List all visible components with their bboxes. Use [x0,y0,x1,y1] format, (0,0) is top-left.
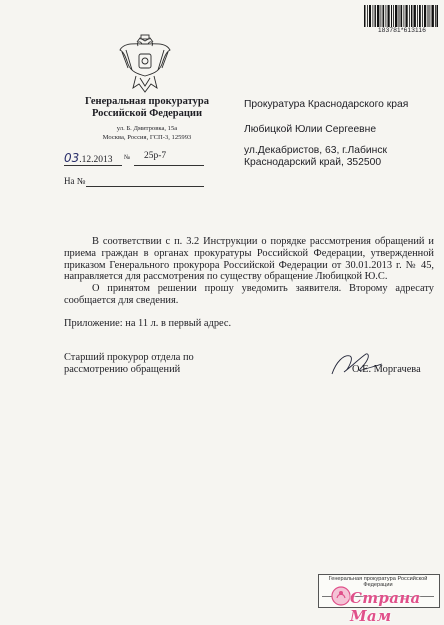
barcode-number: 183781*613116 [377,27,427,34]
recipient-name: Любицкой Юлии Сергеевне [244,124,377,135]
number-label: № [124,154,131,161]
coat-of-arms-icon [116,34,174,96]
letter-body [64,236,434,307]
reference-underline [86,186,204,187]
org-name-line2: Российской Федерации [91,108,203,119]
sender-address [70,124,224,142]
recipient-address-line2: Краснодарский край, 352500 [244,156,382,168]
watermark: Страна Мам [350,589,421,625]
watermark-logo-icon [330,585,352,607]
body-paragraph-2: О принятом решении прошу уведомить заявителя. Второму адресату сообщается для сведения. [64,283,434,306]
reference-label: На № [64,176,86,186]
outgoing-date [64,151,113,165]
date-printed: .12.2013 [79,155,113,165]
recipient-organization: Прокуратура Краснодарского края [244,99,409,110]
barcode-icon [364,5,438,27]
sender-organization [70,96,224,120]
attachment-note: Приложение: на 11 л. в первый адрес. [64,318,232,329]
number-underline [134,165,204,166]
recipient-address [244,145,434,168]
recipient-address-line1: ул.Декабристов, 63, г.Лабинск [244,145,387,156]
address-line1: ул. Б. Дмитровка, 15а [116,125,178,132]
org-name-line1: Генеральная прокуратура [85,96,209,107]
signatory-title: Старший прокурор отдела по рассмотрению обращений [64,352,194,375]
outgoing-number: 25р-7 [144,151,167,161]
date-underline [64,165,122,166]
stamp-text: Генеральная прокуратура Российской Федерации [328,576,428,588]
date-handwritten: 03 [64,151,80,165]
address-line2: Москва, Россия, ГСП-3, 125993 [102,134,192,141]
signatory-name: О.Е. Моргачева [352,364,421,375]
body-paragraph-1: В соответствии с п. 3.2 Инструкции о порядке рассмотрения обращений и приема граждан в органах прокуратуры Российской Федерации, утвержденной приказом Генерального прокурора Российской Федерации от 30.01.2013 г. № 45, направляется для рассмотрения по существу обращение Любицкой Ю.С. [64,236,434,283]
